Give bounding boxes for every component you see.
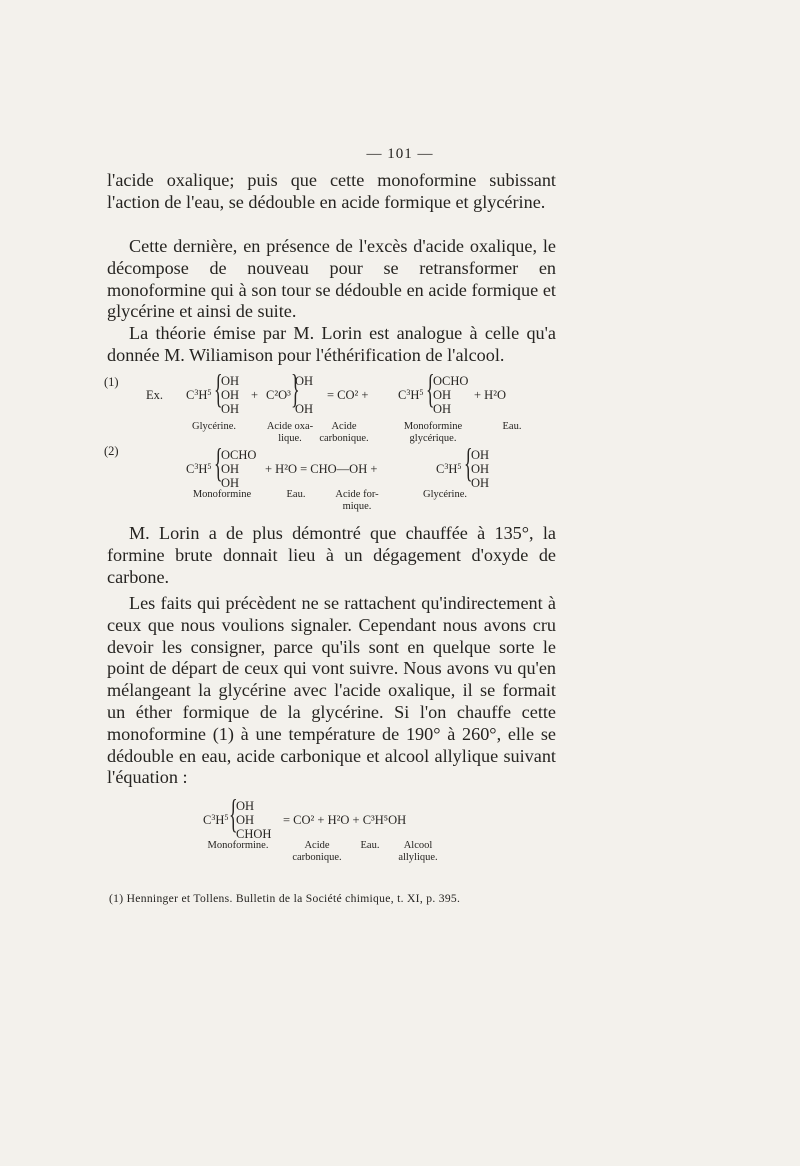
caption-formic-acid: Acide for- mique.	[335, 489, 379, 512]
caption-allyl-alcohol: Alcool allylique.	[398, 840, 438, 863]
equation-1-number: (1)	[104, 375, 119, 389]
glycerine-group: OH OH OH	[221, 374, 240, 416]
operator: +	[251, 388, 259, 402]
glycerine-formula: $C^3H^5$	[186, 388, 212, 402]
paragraph-3: La théorie émise par M. Lorin est analogue à celle qu'a donnée M. Wiliamison pour l'éthérification de l'alcool.	[107, 323, 556, 365]
reaction-middle: + H²O = CHO—OH +	[265, 462, 378, 476]
brace: {	[214, 366, 223, 411]
monoformine-formula: $C^3H^5$	[186, 462, 212, 476]
page-number: — 101 —	[366, 146, 434, 162]
brace: {	[229, 791, 238, 836]
equation-2-number: (2)	[104, 444, 119, 458]
caption-water: Eau.	[286, 489, 306, 500]
monoformine-formula: $C^3H^5$	[203, 813, 229, 827]
oxalic-group: OH OH	[295, 374, 314, 416]
brace: {	[426, 366, 435, 411]
glycerine-formula: $C^3H^5$	[436, 462, 462, 476]
equation-1-example: Ex.	[146, 388, 164, 402]
products-group: OCHO OH OH	[433, 374, 469, 416]
caption-monoformine: Monoformine.	[207, 840, 269, 851]
glycerine-group: OH OH OH	[471, 448, 490, 490]
caption-monoformine: Monoformine glycérique.	[403, 421, 463, 444]
reaction-products: = CO² + H²O + C³H⁵OH	[283, 813, 407, 827]
caption-oxalic-acid: Acide oxa- lique.	[266, 421, 314, 444]
caption-monoformine: Monoformine	[192, 489, 252, 500]
caption-water: Eau.	[502, 421, 522, 432]
footnote: (1) Henninger et Tollens. Bulletin de la Société chimique, t. XI, p. 395.	[109, 892, 461, 905]
paragraph-1: l'acide oxalique; puis que cette monoformine subissant l'action de l'eau, se dédouble en acide formique et glycérine.	[107, 170, 556, 212]
oxalic-formula: C²O³	[266, 388, 291, 402]
water-term: + H²O	[474, 388, 506, 402]
caption-glycerine: Glycérine.	[191, 421, 237, 432]
carbonic-term: = CO² +	[327, 388, 369, 402]
brace: {	[464, 440, 473, 485]
caption-carbonic-acid: Acide carbonique.	[319, 421, 369, 444]
paragraph-4: M. Lorin a de plus démontré que chauffée à 135°, la formine brute donnait lieu à un dégagement d'oxyde de carbone.	[107, 523, 556, 587]
caption-water: Eau.	[360, 840, 380, 851]
monoformine-group: OCHO OH OH	[221, 448, 257, 490]
brace: }	[291, 366, 300, 411]
caption-glycerine: Glycérine.	[422, 489, 468, 500]
paragraph-2: Cette dernière, en présence de l'excès d'acide oxalique, le décompose de nouveau pour se retransformer en monoformine qui à son tour se dédouble en acide formique et glycérine et ainsi de suite.	[107, 236, 556, 322]
brace: {	[214, 440, 223, 485]
monoformine-formula: $C^3H^5$	[398, 388, 424, 402]
caption-carbonic-acid: Acide carbonique.	[292, 840, 342, 863]
paragraph-5: Les faits qui précèdent ne se rattachent qu'indirectement à ceux que nous voulions signaler. Cependant nous avons cru devoir les consigner, parce qu'ils sont en quelque sorte le point de départ de ceux qui vont suivre. Nous avons vu qu'en mélangeant la glycérine avec l'acide oxalique, il se formait un éther formique de la glycérine. Si l'on chauffe cette monoformine (1) à une température de 190° à 260°, elle se dédouble en eau, acide carbonique et alcool allylique suivant l'équation :	[107, 593, 556, 788]
monoformine-group: OH OH CHOH	[236, 799, 272, 841]
